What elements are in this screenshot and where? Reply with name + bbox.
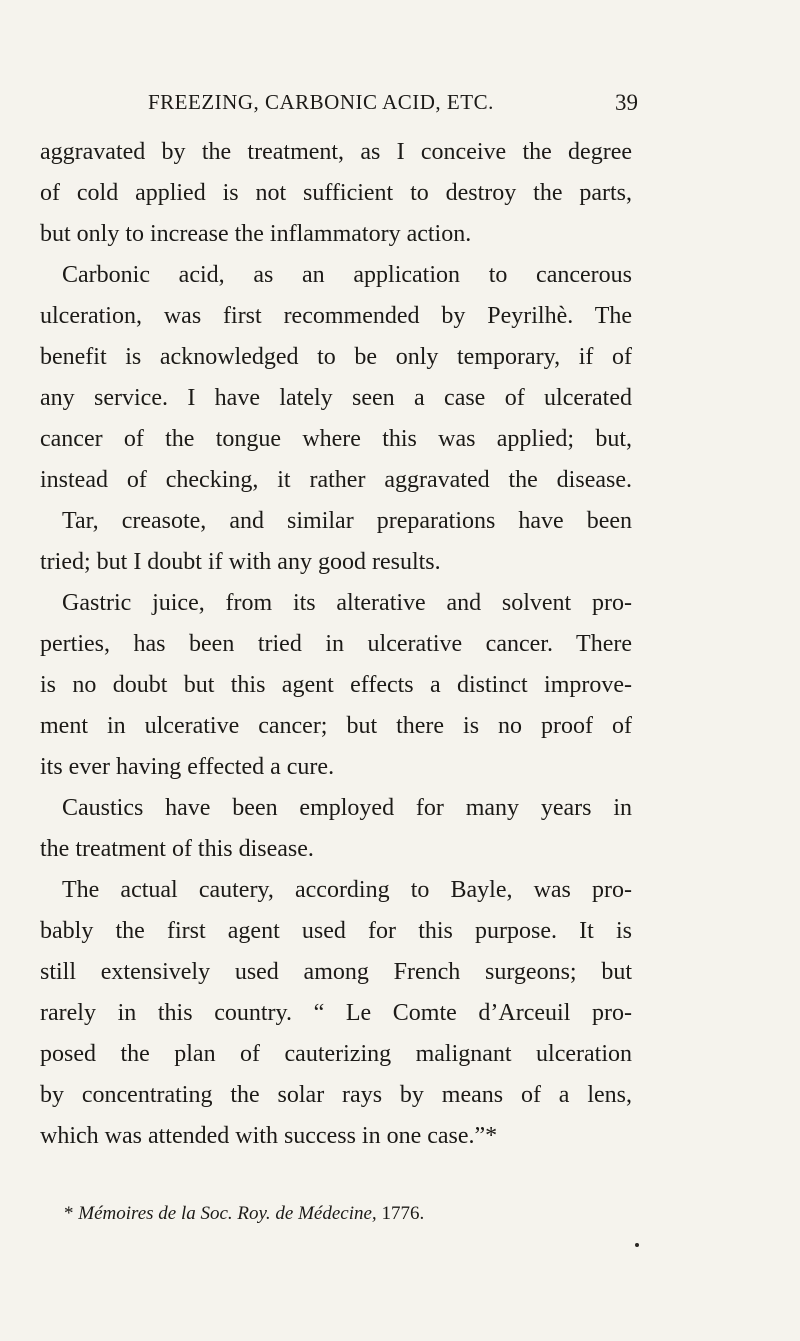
- footnote: [64, 1203, 424, 1225]
- footnote-year: 1776.: [376, 1203, 425, 1224]
- text-line: the treatment of this disease.: [40, 836, 314, 862]
- text-line: Gastric juice, from its alterative and solvent pro-: [62, 590, 632, 616]
- text-line: The actual cautery, according to Bayle, was pro-: [62, 877, 632, 903]
- page-number: 39: [615, 90, 638, 115]
- text-line: but only to increase the inflammatory action.: [40, 221, 472, 247]
- footnote-title: Mémoires de la Soc. Roy. de Médecine,: [78, 1203, 377, 1224]
- page-header: [40, 90, 638, 124]
- text-line: tried; but I doubt if with any good results.: [40, 549, 441, 575]
- text-line: is no doubt but this agent effects a distinct improve-: [40, 672, 632, 698]
- text-line: which was attended with success in one case.”*: [40, 1123, 498, 1149]
- ink-mark: [635, 1243, 639, 1247]
- text-line: benefit is acknowledged to be only temporary, if of: [40, 344, 632, 370]
- running-head: FREEZING, CARBONIC ACID, ETC.: [148, 90, 494, 114]
- text-line: bably the first agent used for this purpose. It is: [40, 918, 632, 944]
- text-line: still extensively used among French surgeons; but: [40, 959, 632, 985]
- text-line: perties, has been tried in ulcerative cancer. There: [40, 631, 632, 657]
- body-text: [40, 132, 632, 1157]
- text-line: posed the plan of cauterizing malignant ulceration: [40, 1041, 632, 1067]
- text-line: any service. I have lately seen a case of ulcerated: [40, 385, 632, 411]
- footnote-marker: *: [64, 1203, 79, 1224]
- text-line: cancer of the tongue where this was applied; but,: [40, 426, 632, 452]
- text-line: of cold applied is not sufficient to destroy the parts,: [40, 180, 632, 206]
- text-line: ment in ulcerative cancer; but there is no proof of: [40, 713, 632, 739]
- text-line: Tar, creasote, and similar preparations have been: [62, 508, 632, 534]
- text-line: instead of checking, it rather aggravated the disease.: [40, 467, 632, 493]
- text-line: its ever having effected a cure.: [40, 754, 335, 780]
- text-line: aggravated by the treatment, as I conceive the degree: [40, 139, 632, 165]
- text-line: Caustics have been employed for many years in: [62, 795, 632, 821]
- text-line: ulceration, was first recommended by Peyrilhè. The: [40, 303, 632, 329]
- text-line: rarely in this country. “ Le Comte d’Arceuil pro-: [40, 1000, 632, 1026]
- text-line: by concentrating the solar rays by means of a lens,: [40, 1082, 632, 1108]
- text-line: Carbonic acid, as an application to cancerous: [62, 262, 632, 288]
